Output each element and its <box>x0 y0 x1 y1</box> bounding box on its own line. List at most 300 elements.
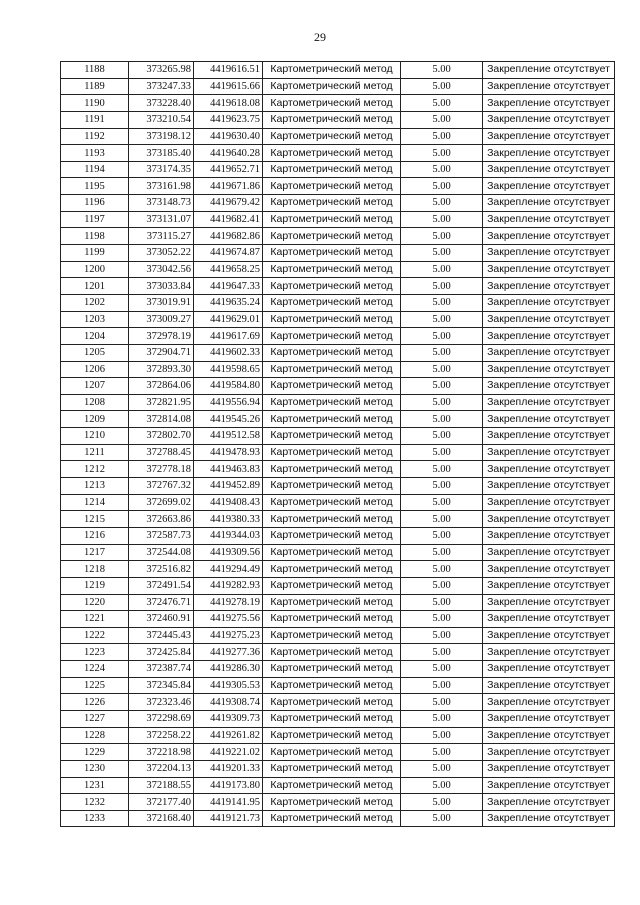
x-coordinate-cell: 372445.43 <box>129 627 194 644</box>
table-row <box>61 461 615 478</box>
table-row <box>61 727 615 744</box>
method-cell: Картометрический метод <box>263 577 401 594</box>
method-cell: Картометрический метод <box>263 478 401 495</box>
method-cell: Картометрический метод <box>263 361 401 378</box>
point-number-cell: 1211 <box>61 444 129 461</box>
point-number-cell: 1229 <box>61 744 129 761</box>
y-coordinate-cell: 4419682.86 <box>194 228 263 245</box>
point-number-cell: 1233 <box>61 810 129 827</box>
fixing-description-cell: Закрепление отсутствует <box>483 195 615 212</box>
accuracy-cell: 5.00 <box>401 777 483 794</box>
x-coordinate-cell: 373052.22 <box>129 245 194 262</box>
table-row <box>61 261 615 278</box>
fixing-description-cell: Закрепление отсутствует <box>483 661 615 678</box>
accuracy-cell: 5.00 <box>401 494 483 511</box>
x-coordinate-cell: 372904.71 <box>129 344 194 361</box>
table-row <box>61 95 615 112</box>
point-number-cell: 1220 <box>61 594 129 611</box>
method-cell: Картометрический метод <box>263 195 401 212</box>
x-coordinate-cell: 373185.40 <box>129 145 194 162</box>
fixing-description-cell: Закрепление отсутствует <box>483 161 615 178</box>
fixing-description-cell: Закрепление отсутствует <box>483 594 615 611</box>
accuracy-cell: 5.00 <box>401 677 483 694</box>
method-cell: Картометрический метод <box>263 661 401 678</box>
fixing-description-cell: Закрепление отсутствует <box>483 760 615 777</box>
table-row <box>61 744 615 761</box>
method-cell: Картометрический метод <box>263 245 401 262</box>
point-number-cell: 1189 <box>61 78 129 95</box>
fixing-description-cell: Закрепление отсутствует <box>483 694 615 711</box>
method-cell: Картометрический метод <box>263 594 401 611</box>
fixing-description-cell: Закрепление отсутствует <box>483 810 615 827</box>
table-row <box>61 677 615 694</box>
accuracy-cell: 5.00 <box>401 694 483 711</box>
point-number-cell: 1195 <box>61 178 129 195</box>
y-coordinate-cell: 4419674.87 <box>194 245 263 262</box>
y-coordinate-cell: 4419277.36 <box>194 644 263 661</box>
coordinates-table-body <box>61 62 615 827</box>
fixing-description-cell: Закрепление отсутствует <box>483 78 615 95</box>
accuracy-cell: 5.00 <box>401 128 483 145</box>
method-cell: Картометрический метод <box>263 727 401 744</box>
method-cell: Картометрический метод <box>263 228 401 245</box>
method-cell: Картометрический метод <box>263 544 401 561</box>
accuracy-cell: 5.00 <box>401 794 483 811</box>
table-row <box>61 760 615 777</box>
point-number-cell: 1210 <box>61 428 129 445</box>
accuracy-cell: 5.00 <box>401 577 483 594</box>
point-number-cell: 1193 <box>61 145 129 162</box>
x-coordinate-cell: 372864.06 <box>129 378 194 395</box>
point-number-cell: 1231 <box>61 777 129 794</box>
fixing-description-cell: Закрепление отсутствует <box>483 478 615 495</box>
fixing-description-cell: Закрепление отсутствует <box>483 611 615 628</box>
point-number-cell: 1191 <box>61 111 129 128</box>
point-number-cell: 1190 <box>61 95 129 112</box>
fixing-description-cell: Закрепление отсутствует <box>483 62 615 79</box>
accuracy-cell: 5.00 <box>401 211 483 228</box>
y-coordinate-cell: 4419305.53 <box>194 677 263 694</box>
y-coordinate-cell: 4419121.73 <box>194 810 263 827</box>
x-coordinate-cell: 373198.12 <box>129 128 194 145</box>
method-cell: Картометрический метод <box>263 744 401 761</box>
accuracy-cell: 5.00 <box>401 727 483 744</box>
method-cell: Картометрический метод <box>263 211 401 228</box>
point-number-cell: 1218 <box>61 561 129 578</box>
method-cell: Картометрический метод <box>263 95 401 112</box>
y-coordinate-cell: 4419545.26 <box>194 411 263 428</box>
method-cell: Картометрический метод <box>263 494 401 511</box>
page-number: 29 <box>314 30 326 44</box>
point-number-cell: 1226 <box>61 694 129 711</box>
fixing-description-cell: Закрепление отсутствует <box>483 527 615 544</box>
point-number-cell: 1208 <box>61 394 129 411</box>
point-number-cell: 1197 <box>61 211 129 228</box>
accuracy-cell: 5.00 <box>401 178 483 195</box>
x-coordinate-cell: 372893.30 <box>129 361 194 378</box>
fixing-description-cell: Закрепление отсутствует <box>483 261 615 278</box>
accuracy-cell: 5.00 <box>401 561 483 578</box>
point-number-cell: 1198 <box>61 228 129 245</box>
point-number-cell: 1214 <box>61 494 129 511</box>
point-number-cell: 1206 <box>61 361 129 378</box>
table-row <box>61 694 615 711</box>
fixing-description-cell: Закрепление отсутствует <box>483 211 615 228</box>
accuracy-cell: 5.00 <box>401 294 483 311</box>
accuracy-cell: 5.00 <box>401 311 483 328</box>
table-row <box>61 328 615 345</box>
fixing-description-cell: Закрепление отсутствует <box>483 394 615 411</box>
point-number-cell: 1200 <box>61 261 129 278</box>
accuracy-cell: 5.00 <box>401 344 483 361</box>
accuracy-cell: 5.00 <box>401 228 483 245</box>
accuracy-cell: 5.00 <box>401 62 483 79</box>
accuracy-cell: 5.00 <box>401 111 483 128</box>
accuracy-cell: 5.00 <box>401 527 483 544</box>
x-coordinate-cell: 372323.46 <box>129 694 194 711</box>
method-cell: Картометрический метод <box>263 78 401 95</box>
table-row <box>61 594 615 611</box>
coordinates-table <box>60 61 615 827</box>
method-cell: Картометрический метод <box>263 328 401 345</box>
point-number-cell: 1225 <box>61 677 129 694</box>
fixing-description-cell: Закрепление отсутствует <box>483 561 615 578</box>
accuracy-cell: 5.00 <box>401 511 483 528</box>
fixing-description-cell: Закрепление отсутствует <box>483 361 615 378</box>
accuracy-cell: 5.00 <box>401 161 483 178</box>
y-coordinate-cell: 4419647.33 <box>194 278 263 295</box>
fixing-description-cell: Закрепление отсутствует <box>483 278 615 295</box>
method-cell: Картометрический метод <box>263 62 401 79</box>
x-coordinate-cell: 372188.55 <box>129 777 194 794</box>
x-coordinate-cell: 373247.33 <box>129 78 194 95</box>
x-coordinate-cell: 372298.69 <box>129 710 194 727</box>
x-coordinate-cell: 372460.91 <box>129 611 194 628</box>
point-number-cell: 1216 <box>61 527 129 544</box>
x-coordinate-cell: 372491.54 <box>129 577 194 594</box>
table-row <box>61 361 615 378</box>
accuracy-cell: 5.00 <box>401 278 483 295</box>
fixing-description-cell: Закрепление отсутствует <box>483 461 615 478</box>
x-coordinate-cell: 372218.98 <box>129 744 194 761</box>
method-cell: Картометрический метод <box>263 627 401 644</box>
y-coordinate-cell: 4419380.33 <box>194 511 263 528</box>
y-coordinate-cell: 4419294.49 <box>194 561 263 578</box>
x-coordinate-cell: 373009.27 <box>129 311 194 328</box>
table-row <box>61 561 615 578</box>
table-row <box>61 577 615 594</box>
fixing-description-cell: Закрепление отсутствует <box>483 228 615 245</box>
accuracy-cell: 5.00 <box>401 145 483 162</box>
accuracy-cell: 5.00 <box>401 627 483 644</box>
method-cell: Картометрический метод <box>263 760 401 777</box>
fixing-description-cell: Закрепление отсутствует <box>483 411 615 428</box>
x-coordinate-cell: 372699.02 <box>129 494 194 511</box>
accuracy-cell: 5.00 <box>401 644 483 661</box>
x-coordinate-cell: 372425.84 <box>129 644 194 661</box>
table-row <box>61 478 615 495</box>
fixing-description-cell: Закрепление отсутствует <box>483 178 615 195</box>
point-number-cell: 1196 <box>61 195 129 212</box>
accuracy-cell: 5.00 <box>401 760 483 777</box>
fixing-description-cell: Закрепление отсутствует <box>483 245 615 262</box>
x-coordinate-cell: 372767.32 <box>129 478 194 495</box>
y-coordinate-cell: 4419201.33 <box>194 760 263 777</box>
y-coordinate-cell: 4419275.23 <box>194 627 263 644</box>
table-row <box>61 527 615 544</box>
y-coordinate-cell: 4419630.40 <box>194 128 263 145</box>
y-coordinate-cell: 4419602.33 <box>194 344 263 361</box>
fixing-description-cell: Закрепление отсутствует <box>483 794 615 811</box>
point-number-cell: 1203 <box>61 311 129 328</box>
fixing-description-cell: Закрепление отсутствует <box>483 111 615 128</box>
x-coordinate-cell: 373033.84 <box>129 278 194 295</box>
y-coordinate-cell: 4419309.73 <box>194 710 263 727</box>
fixing-description-cell: Закрепление отсутствует <box>483 378 615 395</box>
point-number-cell: 1202 <box>61 294 129 311</box>
table-row <box>61 794 615 811</box>
point-number-cell: 1212 <box>61 461 129 478</box>
method-cell: Картометрический метод <box>263 128 401 145</box>
y-coordinate-cell: 4419616.51 <box>194 62 263 79</box>
x-coordinate-cell: 373161.98 <box>129 178 194 195</box>
accuracy-cell: 5.00 <box>401 195 483 212</box>
method-cell: Картометрический метод <box>263 278 401 295</box>
fixing-description-cell: Закрепление отсутствует <box>483 95 615 112</box>
table-row <box>61 195 615 212</box>
y-coordinate-cell: 4419652.71 <box>194 161 263 178</box>
accuracy-cell: 5.00 <box>401 461 483 478</box>
y-coordinate-cell: 4419584.80 <box>194 378 263 395</box>
x-coordinate-cell: 373148.73 <box>129 195 194 212</box>
table-row <box>61 611 615 628</box>
accuracy-cell: 5.00 <box>401 394 483 411</box>
method-cell: Картометрический метод <box>263 378 401 395</box>
point-number-cell: 1194 <box>61 161 129 178</box>
y-coordinate-cell: 4419278.19 <box>194 594 263 611</box>
x-coordinate-cell: 372168.40 <box>129 810 194 827</box>
table-row <box>61 294 615 311</box>
fixing-description-cell: Закрепление отсутствует <box>483 544 615 561</box>
point-number-cell: 1227 <box>61 710 129 727</box>
method-cell: Картометрический метод <box>263 461 401 478</box>
table-row <box>61 344 615 361</box>
method-cell: Картометрический метод <box>263 677 401 694</box>
table-row <box>61 311 615 328</box>
x-coordinate-cell: 372516.82 <box>129 561 194 578</box>
method-cell: Картометрический метод <box>263 444 401 461</box>
method-cell: Картометрический метод <box>263 527 401 544</box>
x-coordinate-cell: 373265.98 <box>129 62 194 79</box>
table-row <box>61 378 615 395</box>
accuracy-cell: 5.00 <box>401 594 483 611</box>
fixing-description-cell: Закрепление отсутствует <box>483 128 615 145</box>
accuracy-cell: 5.00 <box>401 810 483 827</box>
x-coordinate-cell: 372778.18 <box>129 461 194 478</box>
accuracy-cell: 5.00 <box>401 378 483 395</box>
y-coordinate-cell: 4419640.28 <box>194 145 263 162</box>
table-row <box>61 178 615 195</box>
method-cell: Картометрический метод <box>263 794 401 811</box>
y-coordinate-cell: 4419261.82 <box>194 727 263 744</box>
method-cell: Картометрический метод <box>263 178 401 195</box>
x-coordinate-cell: 373131.07 <box>129 211 194 228</box>
point-number-cell: 1221 <box>61 611 129 628</box>
method-cell: Картометрический метод <box>263 810 401 827</box>
fixing-description-cell: Закрепление отсутствует <box>483 145 615 162</box>
x-coordinate-cell: 372544.08 <box>129 544 194 561</box>
point-number-cell: 1230 <box>61 760 129 777</box>
table-row <box>61 444 615 461</box>
y-coordinate-cell: 4419623.75 <box>194 111 263 128</box>
x-coordinate-cell: 373174.35 <box>129 161 194 178</box>
x-coordinate-cell: 373228.40 <box>129 95 194 112</box>
table-row <box>61 211 615 228</box>
y-coordinate-cell: 4419221.02 <box>194 744 263 761</box>
fixing-description-cell: Закрепление отсутствует <box>483 627 615 644</box>
accuracy-cell: 5.00 <box>401 245 483 262</box>
accuracy-cell: 5.00 <box>401 78 483 95</box>
method-cell: Картометрический метод <box>263 428 401 445</box>
y-coordinate-cell: 4419282.93 <box>194 577 263 594</box>
table-row <box>61 278 615 295</box>
method-cell: Картометрический метод <box>263 344 401 361</box>
x-coordinate-cell: 372814.08 <box>129 411 194 428</box>
point-number-cell: 1222 <box>61 627 129 644</box>
y-coordinate-cell: 4419598.65 <box>194 361 263 378</box>
y-coordinate-cell: 4419679.42 <box>194 195 263 212</box>
point-number-cell: 1213 <box>61 478 129 495</box>
x-coordinate-cell: 372587.73 <box>129 527 194 544</box>
y-coordinate-cell: 4419658.25 <box>194 261 263 278</box>
y-coordinate-cell: 4419141.95 <box>194 794 263 811</box>
y-coordinate-cell: 4419682.41 <box>194 211 263 228</box>
accuracy-cell: 5.00 <box>401 611 483 628</box>
y-coordinate-cell: 4419452.89 <box>194 478 263 495</box>
fixing-description-cell: Закрепление отсутствует <box>483 644 615 661</box>
point-number-cell: 1219 <box>61 577 129 594</box>
table-row <box>61 511 615 528</box>
y-coordinate-cell: 4419617.69 <box>194 328 263 345</box>
x-coordinate-cell: 372258.22 <box>129 727 194 744</box>
fixing-description-cell: Закрепление отсутствует <box>483 511 615 528</box>
method-cell: Картометрический метод <box>263 561 401 578</box>
method-cell: Картометрический метод <box>263 611 401 628</box>
method-cell: Картометрический метод <box>263 111 401 128</box>
x-coordinate-cell: 372387.74 <box>129 661 194 678</box>
point-number-cell: 1207 <box>61 378 129 395</box>
point-number-cell: 1205 <box>61 344 129 361</box>
point-number-cell: 1217 <box>61 544 129 561</box>
method-cell: Картометрический метод <box>263 145 401 162</box>
table-row <box>61 245 615 262</box>
accuracy-cell: 5.00 <box>401 328 483 345</box>
fixing-description-cell: Закрепление отсутствует <box>483 344 615 361</box>
x-coordinate-cell: 373115.27 <box>129 228 194 245</box>
table-row <box>61 494 615 511</box>
x-coordinate-cell: 372802.70 <box>129 428 194 445</box>
accuracy-cell: 5.00 <box>401 444 483 461</box>
x-coordinate-cell: 373042.56 <box>129 261 194 278</box>
method-cell: Картометрический метод <box>263 294 401 311</box>
fixing-description-cell: Закрепление отсутствует <box>483 677 615 694</box>
accuracy-cell: 5.00 <box>401 478 483 495</box>
y-coordinate-cell: 4419173.80 <box>194 777 263 794</box>
accuracy-cell: 5.00 <box>401 411 483 428</box>
method-cell: Картометрический метод <box>263 261 401 278</box>
accuracy-cell: 5.00 <box>401 544 483 561</box>
table-row <box>61 111 615 128</box>
fixing-description-cell: Закрепление отсутствует <box>483 494 615 511</box>
fixing-description-cell: Закрепление отсутствует <box>483 428 615 445</box>
table-row <box>61 394 615 411</box>
method-cell: Картометрический метод <box>263 161 401 178</box>
fixing-description-cell: Закрепление отсутствует <box>483 577 615 594</box>
fixing-description-cell: Закрепление отсутствует <box>483 328 615 345</box>
point-number-cell: 1199 <box>61 245 129 262</box>
x-coordinate-cell: 372663.86 <box>129 511 194 528</box>
y-coordinate-cell: 4419408.43 <box>194 494 263 511</box>
y-coordinate-cell: 4419308.74 <box>194 694 263 711</box>
table-row <box>61 428 615 445</box>
y-coordinate-cell: 4419309.56 <box>194 544 263 561</box>
point-number-cell: 1232 <box>61 794 129 811</box>
point-number-cell: 1188 <box>61 62 129 79</box>
x-coordinate-cell: 373210.54 <box>129 111 194 128</box>
method-cell: Картометрический метод <box>263 411 401 428</box>
method-cell: Картометрический метод <box>263 394 401 411</box>
method-cell: Картометрический метод <box>263 311 401 328</box>
x-coordinate-cell: 373019.91 <box>129 294 194 311</box>
y-coordinate-cell: 4419629.01 <box>194 311 263 328</box>
y-coordinate-cell: 4419478.93 <box>194 444 263 461</box>
fixing-description-cell: Закрепление отсутствует <box>483 444 615 461</box>
x-coordinate-cell: 372177.40 <box>129 794 194 811</box>
y-coordinate-cell: 4419344.03 <box>194 527 263 544</box>
table-row <box>61 810 615 827</box>
x-coordinate-cell: 372476.71 <box>129 594 194 611</box>
method-cell: Картометрический метод <box>263 511 401 528</box>
accuracy-cell: 5.00 <box>401 744 483 761</box>
accuracy-cell: 5.00 <box>401 710 483 727</box>
fixing-description-cell: Закрепление отсутствует <box>483 311 615 328</box>
table-row <box>61 161 615 178</box>
accuracy-cell: 5.00 <box>401 428 483 445</box>
table-row <box>61 228 615 245</box>
fixing-description-cell: Закрепление отсутствует <box>483 777 615 794</box>
method-cell: Картометрический метод <box>263 694 401 711</box>
y-coordinate-cell: 4419512.58 <box>194 428 263 445</box>
table-row <box>61 411 615 428</box>
y-coordinate-cell: 4419286.30 <box>194 661 263 678</box>
fixing-description-cell: Закрепление отсутствует <box>483 727 615 744</box>
accuracy-cell: 5.00 <box>401 95 483 112</box>
fixing-description-cell: Закрепление отсутствует <box>483 710 615 727</box>
table-row <box>61 777 615 794</box>
y-coordinate-cell: 4419615.66 <box>194 78 263 95</box>
x-coordinate-cell: 372788.45 <box>129 444 194 461</box>
x-coordinate-cell: 372204.13 <box>129 760 194 777</box>
point-number-cell: 1201 <box>61 278 129 295</box>
x-coordinate-cell: 372345.84 <box>129 677 194 694</box>
accuracy-cell: 5.00 <box>401 261 483 278</box>
table-row <box>61 62 615 79</box>
table-row <box>61 145 615 162</box>
y-coordinate-cell: 4419635.24 <box>194 294 263 311</box>
x-coordinate-cell: 372978.19 <box>129 328 194 345</box>
point-number-cell: 1192 <box>61 128 129 145</box>
x-coordinate-cell: 372821.95 <box>129 394 194 411</box>
